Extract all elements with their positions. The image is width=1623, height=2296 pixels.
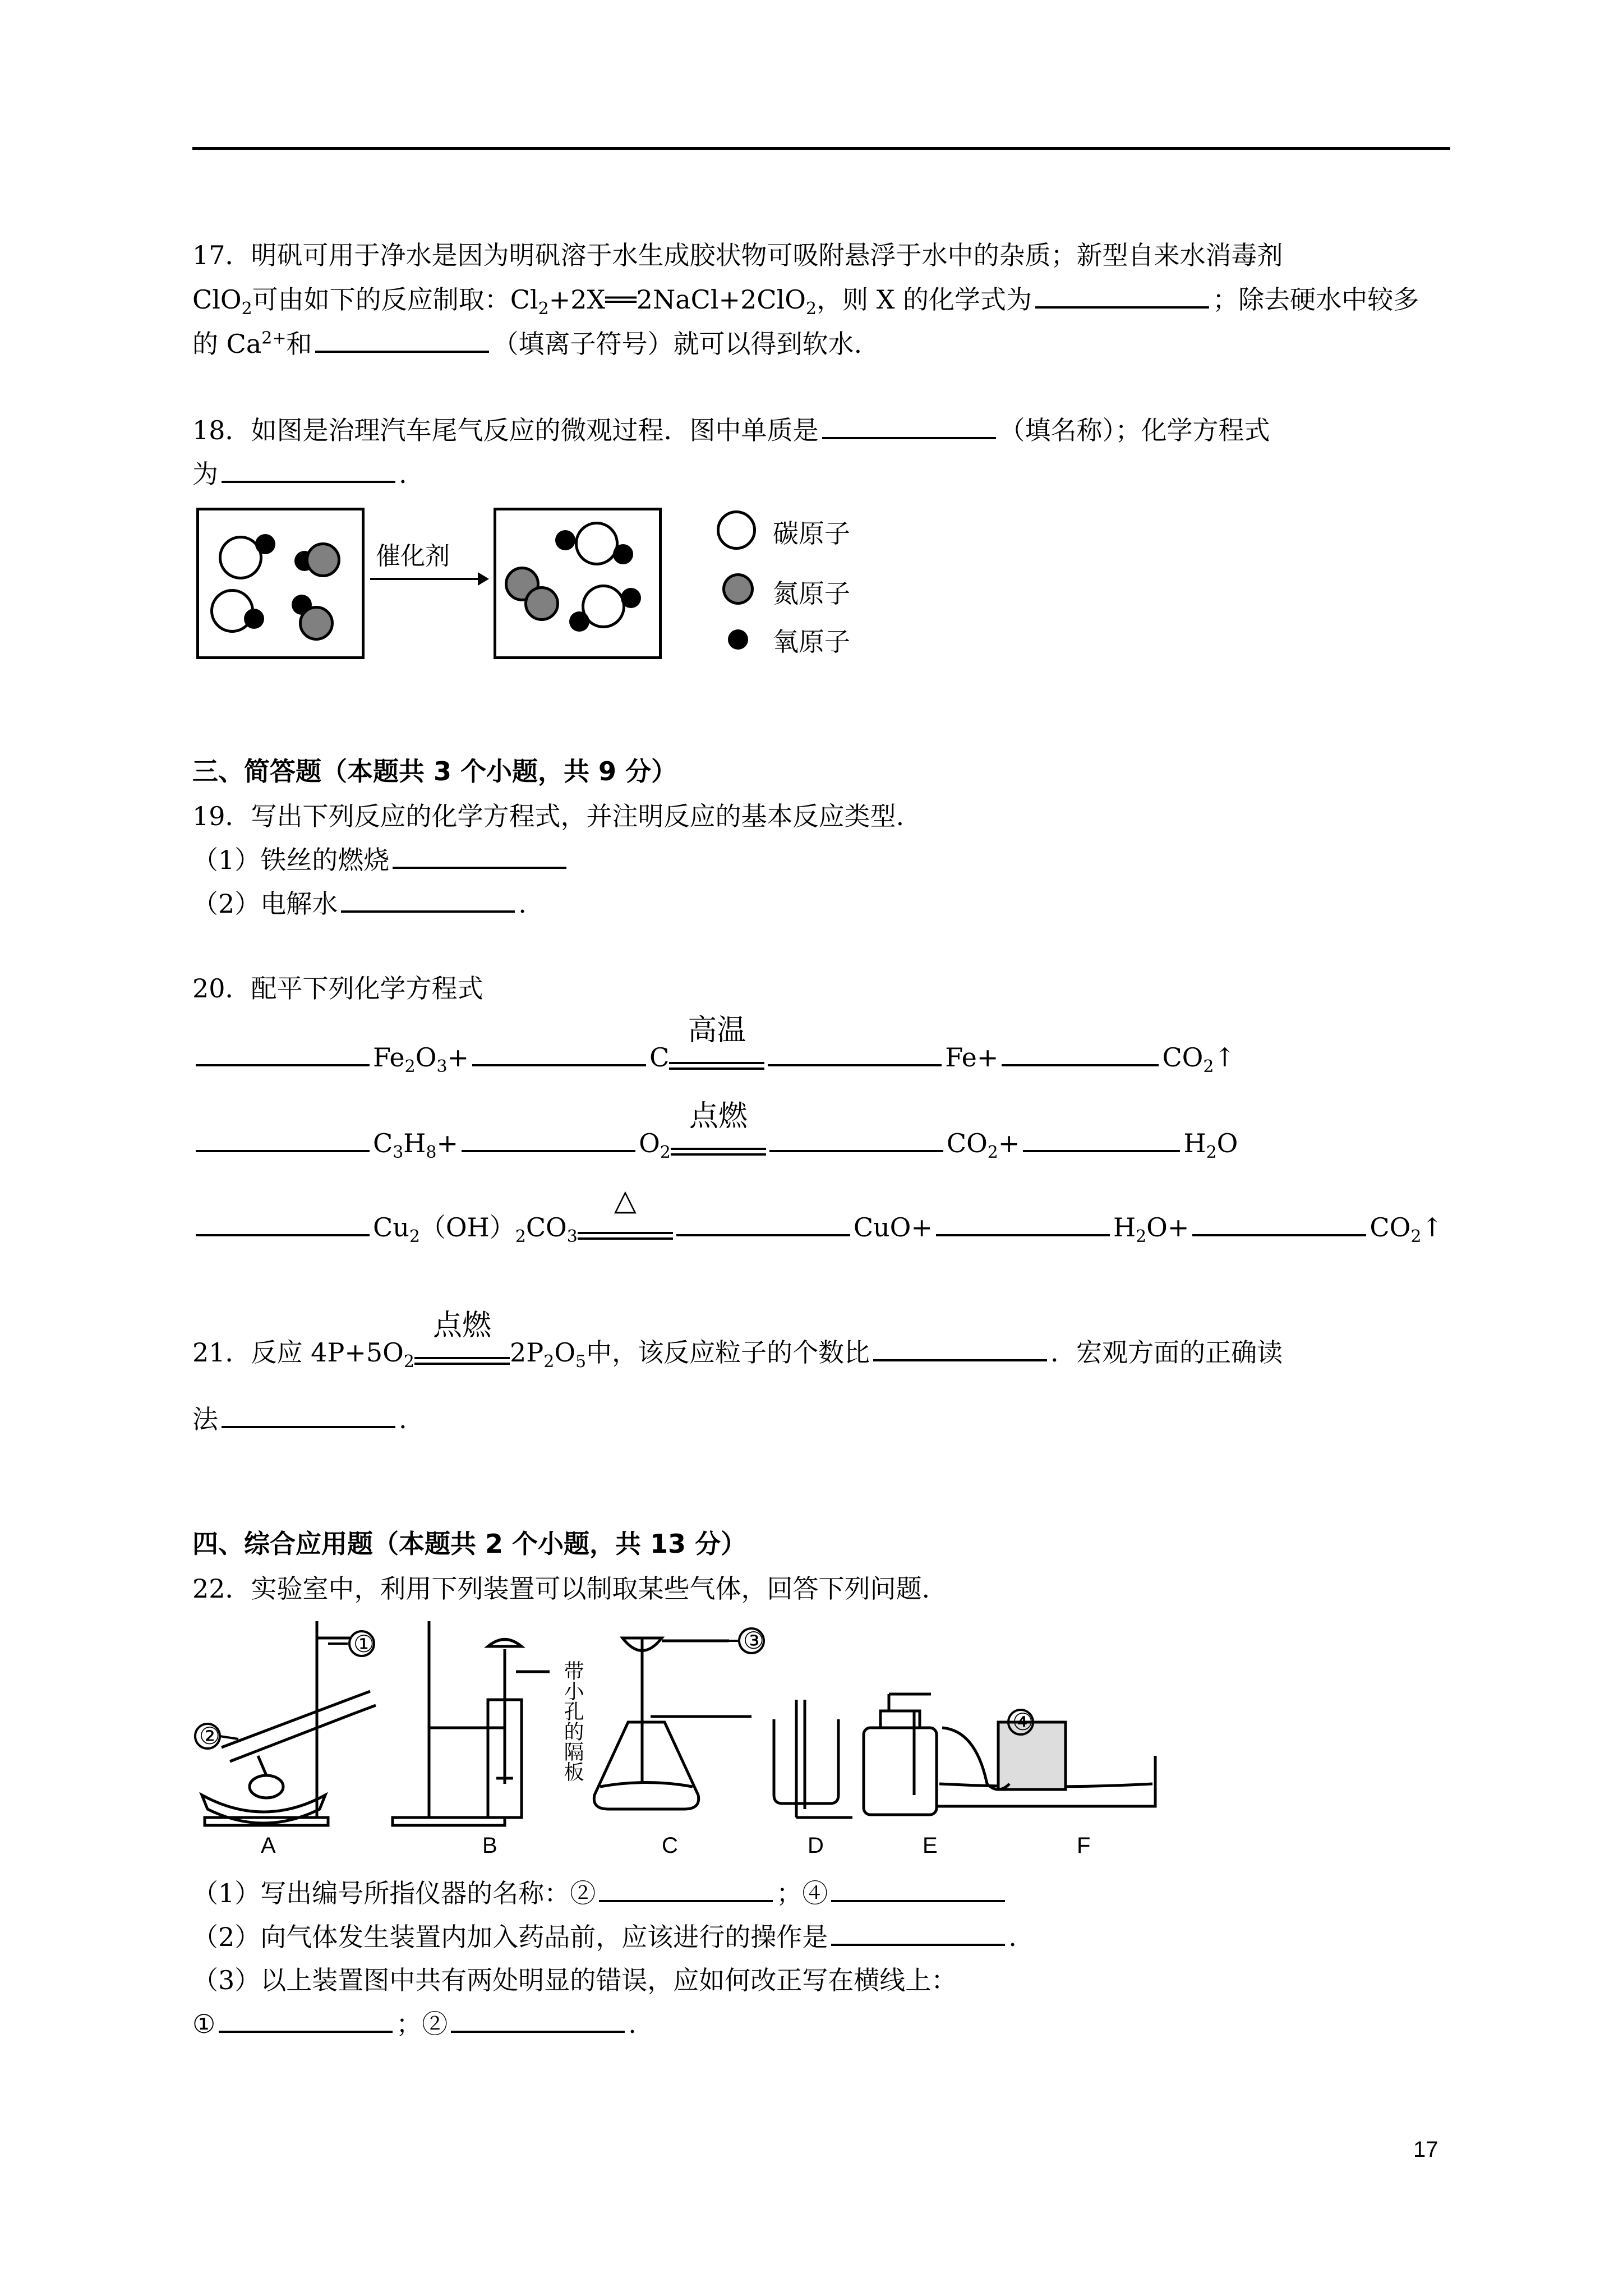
q22-item1: （1）写出编号所指仪器的名称：② ；④ bbox=[192, 1876, 1008, 1910]
apparatus-e-label: E bbox=[923, 1833, 938, 1858]
q19-item2: （2）电解水 . bbox=[192, 889, 527, 919]
eq2-blank-2[interactable] bbox=[462, 1145, 635, 1152]
oxygen-atom bbox=[613, 544, 633, 564]
oxygen-atom bbox=[255, 534, 275, 554]
q19-prompt: 19．写出下列反应的化学方程式，并注明反应的基本反应类型. bbox=[192, 801, 905, 831]
legend-nitrogen-icon bbox=[722, 573, 754, 605]
catalyst-label: 催化剂 bbox=[376, 542, 450, 570]
oxygen-atom bbox=[569, 611, 589, 632]
section3-title: 三、简答题（本题共 3 个小题，共 9 分） bbox=[192, 756, 677, 786]
q20-equation-1: $Fe_2O_3+ C$ 高温 $Fe+ CO_2↑$ bbox=[192, 1041, 1235, 1076]
apparatus-c-label: C bbox=[662, 1833, 678, 1858]
label-num-3: ③ bbox=[743, 1627, 764, 1654]
section4-title: 四、综合应用题（本题共 2 个小题，共 13 分） bbox=[192, 1529, 747, 1559]
eq1-blank-3[interactable] bbox=[768, 1060, 942, 1066]
q22-item3: （3）以上装置图中共有两处明显的错误，应如何改正写在横线上： bbox=[192, 1965, 957, 1995]
oxygen-atom bbox=[555, 530, 575, 550]
reaction-arrow-shaft bbox=[370, 578, 482, 580]
eq2-condition-bar: 点燃 bbox=[671, 1129, 766, 1162]
legend-oxygen-icon bbox=[728, 629, 748, 650]
legend-nitrogen-label: 氮原子 bbox=[773, 578, 850, 609]
nitrogen-atom bbox=[306, 542, 340, 577]
q22-blank-fix-1[interactable] bbox=[219, 2026, 393, 2033]
q18-line1: 18．如图是治理汽车尾气反应的微观过程．图中单质是 （填名称）；化学方程式 bbox=[192, 415, 1270, 445]
page-number: 17 bbox=[1413, 2137, 1438, 2162]
reaction-arrow-head bbox=[478, 572, 489, 586]
carbon-atom bbox=[575, 522, 619, 565]
apparatus-e bbox=[864, 1694, 937, 1815]
q21-blank-ratio[interactable] bbox=[873, 1355, 1047, 1361]
q17-line3: 的 $Ca^{2+}$和 （填离子符号）就可以得到软水. bbox=[192, 328, 863, 359]
q17-line1: 17．明矾可用于净水是因为明矾溶于水生成胶状物可吸附悬浮于水中的杂质；新型自来水消毒剂 bbox=[192, 240, 1283, 270]
legend-oxygen-label: 氧原子 bbox=[773, 627, 850, 657]
eq1-blank-4[interactable] bbox=[1002, 1060, 1159, 1066]
q22-item2: （2）向气体发生装置内加入药品前，应该进行的操作是 . bbox=[192, 1922, 1017, 1952]
reactant-box bbox=[196, 508, 365, 659]
q22-blank-4[interactable] bbox=[831, 1895, 1005, 1902]
q18-line2: 为 . bbox=[192, 459, 407, 489]
eq2-blank-4[interactable] bbox=[1023, 1145, 1180, 1152]
q22-blank-fix-2[interactable] bbox=[451, 2026, 625, 2033]
label-num-2: ② bbox=[199, 1722, 220, 1750]
q21-line2: 法 . bbox=[192, 1404, 407, 1434]
eq2-blank-1[interactable] bbox=[196, 1145, 370, 1152]
eq2-blank-3[interactable] bbox=[769, 1145, 943, 1152]
product-box bbox=[494, 508, 662, 659]
q19-item1: （1）铁丝的燃烧 bbox=[192, 843, 570, 877]
q22-prompt: 22．实验室中，利用下列装置可以制取某些气体，回答下列问题. bbox=[192, 1573, 930, 1604]
q20-equation-3: $Cu_2(OH)_2CO_3$ △ $CuO+ H_2O+$ $CO_2↑$ bbox=[192, 1211, 1443, 1246]
label-num-4: ④ bbox=[1012, 1708, 1034, 1736]
apparatus-b bbox=[393, 1621, 550, 1825]
eq1-blank-1[interactable] bbox=[196, 1060, 370, 1066]
b-note-text: 带小孔的隔板 bbox=[561, 1660, 584, 1782]
q19-blank-2[interactable] bbox=[341, 906, 515, 913]
apparatus-c bbox=[594, 1638, 751, 1809]
q21-condition-bar: 点燃 bbox=[414, 1338, 510, 1372]
apparatus-a bbox=[202, 1621, 376, 1825]
q18-blank-element[interactable] bbox=[822, 432, 996, 439]
oxygen-atom bbox=[621, 588, 641, 608]
legend-carbon-label: 碳原子 bbox=[773, 518, 850, 549]
q21-line1: 21．反应 $4P+5O_2$ 点燃 $2P_2O_5$中，该反应粒子的个数比 ．宏观方面的正确读 bbox=[192, 1309, 1283, 1372]
q17-blank-ion[interactable] bbox=[315, 346, 489, 353]
q20-equation-2: $C_3H_8+ O_2$ 点燃 $CO_2+ H_2O$ bbox=[192, 1126, 1238, 1162]
apparatus-b-label: B bbox=[482, 1833, 497, 1858]
apparatus-f-label: F bbox=[1077, 1833, 1091, 1858]
q22-item4: ① ；② . bbox=[192, 2009, 637, 2039]
q20-prompt: 20．配平下列化学方程式 bbox=[192, 973, 483, 1004]
q17-line2: ClO$_2$可由如下的反应制取：$Cl_2+2X══2NaCl+2ClO_2$，则 X 的化学式为 ；除去硬水中较多 bbox=[192, 284, 1419, 319]
apparatus-diagram bbox=[191, 1616, 1166, 1879]
nitrogen-atom bbox=[299, 606, 334, 641]
apparatus-f bbox=[937, 1722, 1155, 1806]
nitrogen-atom bbox=[524, 586, 559, 621]
eq3-blank-4[interactable] bbox=[1192, 1230, 1366, 1236]
eq3-blank-3[interactable] bbox=[936, 1230, 1110, 1236]
apparatus-d bbox=[774, 1700, 852, 1818]
apparatus-d-label: D bbox=[808, 1833, 824, 1858]
eq3-blank-1[interactable] bbox=[196, 1230, 370, 1236]
q17-blank-x[interactable] bbox=[1035, 302, 1209, 309]
header-rule bbox=[192, 147, 1450, 150]
eq3-condition-bar: △ bbox=[578, 1213, 673, 1246]
eq1-condition-bar: 高温 bbox=[669, 1043, 764, 1076]
label-num-1: ① bbox=[353, 1630, 375, 1658]
q21-blank-reading[interactable] bbox=[222, 1421, 395, 1428]
apparatus-a-label: A bbox=[261, 1833, 276, 1858]
q22-blank-operation[interactable] bbox=[831, 1939, 1005, 1946]
q19-blank-1[interactable] bbox=[393, 862, 566, 869]
oxygen-atom bbox=[244, 609, 264, 629]
q22-blank-2[interactable] bbox=[599, 1895, 773, 1902]
q18-blank-equation[interactable] bbox=[222, 476, 395, 483]
legend-carbon-icon bbox=[717, 510, 756, 550]
eq1-blank-2[interactable] bbox=[472, 1060, 646, 1066]
eq3-blank-2[interactable] bbox=[676, 1230, 850, 1236]
